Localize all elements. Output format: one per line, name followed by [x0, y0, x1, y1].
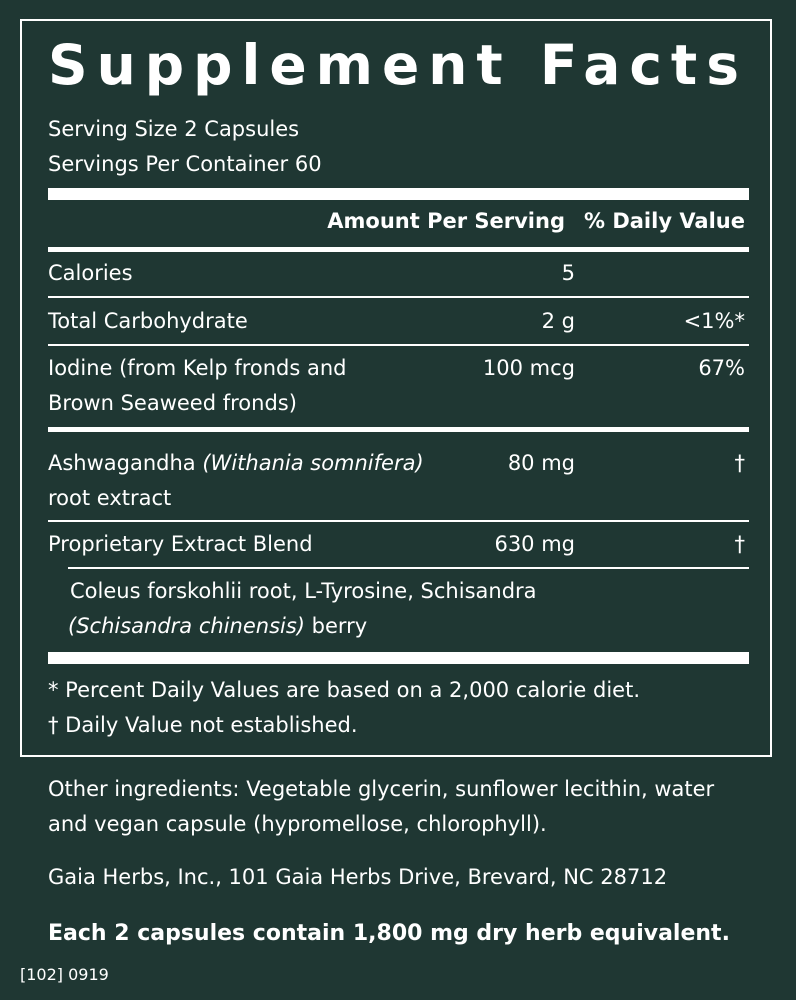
header-amount-per-serving: Amount Per Serving [327, 209, 565, 233]
row-carbohydrate-dv: <1%* [683, 309, 745, 333]
row-ashwagandha-name-line2: root extract [48, 486, 172, 510]
thick-rule-top [48, 188, 749, 200]
row-ashwagandha-amount: 80 mg [507, 451, 575, 475]
row-ashwagandha-name-line1 [48, 450, 424, 476]
row-calories-name: Calories [48, 261, 133, 285]
blend-berry-text: berry [304, 614, 368, 638]
row-iodine-dv: 67% [698, 356, 745, 380]
footnote-daily-values: * Percent Daily Values are based on a 2,000 calorie diet. [48, 678, 640, 702]
ashwagandha-latin-name: (Withania somnifera) [202, 451, 424, 475]
row-blend-name: Proprietary Extract Blend [48, 532, 313, 556]
rule-blend-indent [68, 567, 749, 569]
row-iodine-name-line1: Iodine (from Kelp fronds and [48, 356, 347, 380]
row-iodine-amount: 100 mcg [482, 356, 575, 380]
row-blend-amount: 630 mg [494, 532, 575, 556]
row-carbohydrate-name: Total Carbohydrate [48, 309, 248, 333]
row-blend-dv: † [734, 532, 745, 556]
other-ingredients-line2: and vegan capsule (hypromellose, chlorophyll). [48, 812, 547, 836]
rule-row-1 [48, 296, 749, 298]
herb-equivalent-statement: Each 2 capsules contain 1,800 mg dry herb equivalent. [48, 921, 730, 946]
schisandra-latin-name: (Schisandra chinensis) [68, 614, 305, 638]
lot-code: [102] 0919 [20, 965, 109, 984]
row-iodine-name-line2: Brown Seaweed fronds) [48, 391, 297, 415]
row-calories-amount: 5 [561, 261, 575, 285]
other-ingredients-line1: Other ingredients: Vegetable glycerin, sunflower lecithin, water [48, 777, 715, 801]
row-carbohydrate-amount: 2 g [541, 309, 575, 333]
blend-ingredients-line1: Coleus forskohlii root, L-Tyrosine, Schisandra [70, 579, 537, 603]
blend-ingredients-line2 [68, 613, 367, 639]
rule-row-4 [48, 520, 749, 522]
rule-row-2 [48, 344, 749, 346]
rule-mid-section [48, 427, 749, 432]
manufacturer-address: Gaia Herbs, Inc., 101 Gaia Herbs Drive, Brevard, NC 28712 [48, 865, 668, 889]
row-ashwagandha-dv: † [734, 451, 745, 475]
supplement-facts-title: Supplement Facts [48, 33, 748, 97]
ashwagandha-label: Ashwagandha [48, 451, 203, 475]
servings-per-container: Servings Per Container 60 [48, 152, 322, 176]
header-daily-value: % Daily Value [583, 209, 745, 233]
serving-size: Serving Size 2 Capsules [48, 117, 300, 141]
footnote-dagger: † Daily Value not established. [48, 713, 358, 737]
thick-rule-bottom [48, 652, 749, 664]
rule-under-header [48, 247, 749, 252]
